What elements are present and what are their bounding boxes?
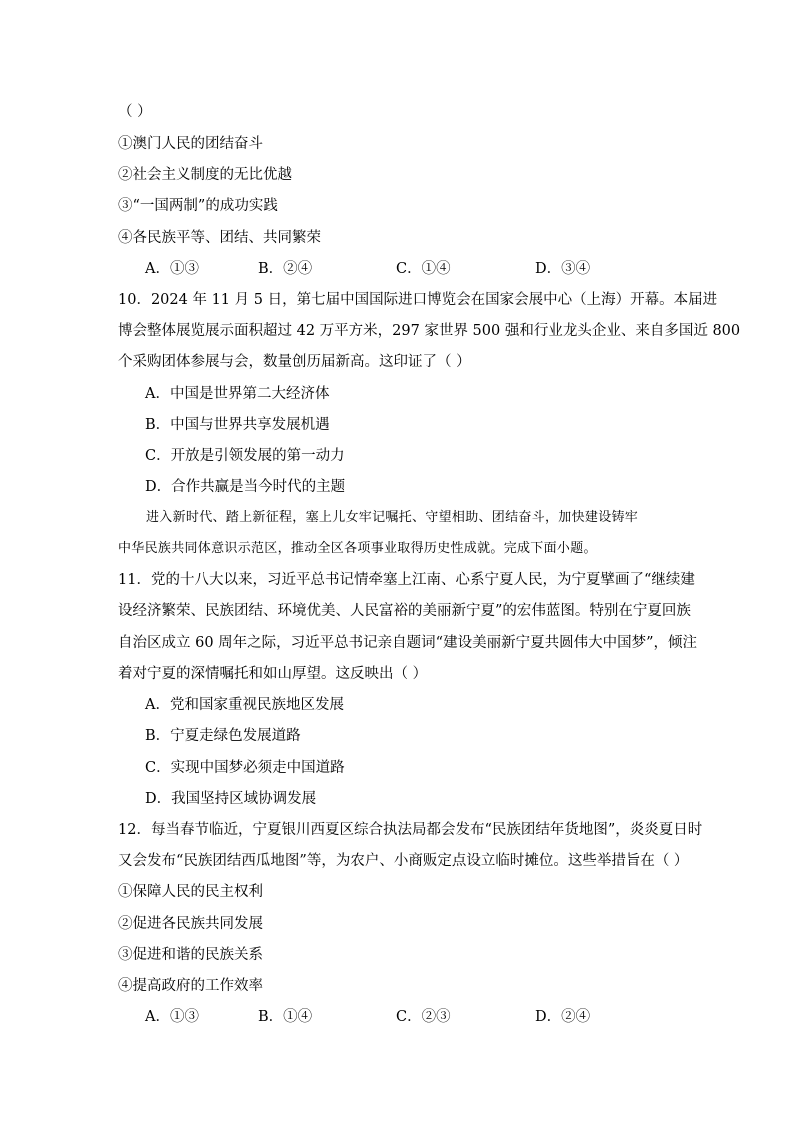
q12-stem-line-1: 12．每当春节临近，宁夏银川西夏区综合执法局都会发布“民族团结年货地图”，炎炎夏日时 bbox=[118, 822, 703, 838]
q9-item-1: ①澳门人民的团结奋斗 bbox=[118, 136, 263, 152]
q9-item-3: ③“一国两制”的成功实践 bbox=[118, 198, 278, 214]
q10-stem-line-2: 博会整体展览展示面积超过 42 万平方米，297 家世界 500 强和行业龙头企业、来自多国近 800 bbox=[118, 323, 741, 339]
q11-option-c: C．实现中国梦必须走中国道路 bbox=[145, 760, 345, 776]
q12-option-c: C．②③ bbox=[396, 1009, 451, 1025]
q11-stem-line-2: 设经济繁荣、民族团结、环境优美、人民富裕的美丽新宁夏”的宏伟蓝图。特别在宁夏回族 bbox=[118, 603, 691, 619]
q9-item-4: ④各民族平等、团结、共同繁荣 bbox=[118, 230, 321, 246]
q11-option-a: A．党和国家重视民族地区发展 bbox=[145, 697, 344, 713]
q11-stem-line-3: 自治区成立 60 周年之际，习近平总书记亲自题词“建设美丽新宁夏共圆伟大中国梦”，倾注 bbox=[118, 635, 697, 651]
q10-option-c: C．开放是引领发展的第一动力 bbox=[145, 448, 345, 464]
q12-option-a: A．①③ bbox=[145, 1009, 199, 1025]
q12-item-1: ①保障人民的民主权利 bbox=[118, 884, 263, 900]
q11-option-d: D．我国坚持区域协调发展 bbox=[145, 791, 317, 807]
q9-option-c: C．①④ bbox=[396, 261, 451, 277]
q12-item-4: ④提高政府的工作效率 bbox=[118, 978, 263, 994]
q12-option-d: D．②④ bbox=[535, 1009, 591, 1025]
q9-item-2: ②社会主义制度的无比优越 bbox=[118, 167, 292, 183]
q12-option-b: B．①④ bbox=[258, 1009, 313, 1025]
passage-line-1: 进入新时代、踏上新征程，塞上儿女牢记嘱托、守望相助、团结奋斗，加快建设铸牢 bbox=[146, 510, 639, 525]
q10-option-a: A．中国是世界第二大经济体 bbox=[145, 386, 330, 402]
q11-stem-line-4: 着对宁夏的深情嘱托和如山厚望。这反映出（ ） bbox=[118, 666, 428, 682]
q12-item-3: ③促进和谐的民族关系 bbox=[118, 947, 263, 963]
q9-option-d: D．③④ bbox=[535, 261, 591, 277]
q12-stem-line-2: 又会发布“民族团结西瓜地图”等，为农户、小商贩定点设立临时摊位。这些举措旨在（ ） bbox=[118, 853, 689, 869]
q11-stem-line-1: 11．党的十八大以来，习近平总书记情牵塞上江南、心系宁夏人民，为宁夏擘画了“继续建 bbox=[118, 572, 695, 588]
q9-option-b: B．②④ bbox=[258, 261, 313, 277]
q9-option-a: A．①③ bbox=[145, 261, 199, 277]
q9-paren: （ ） bbox=[118, 104, 152, 120]
q10-stem-line-3: 个采购团体参展与会，数量创历届新高。这印证了（ ） bbox=[118, 354, 471, 370]
passage-line-2: 中华民族共同体意识示范区，推动全区各项事业取得历史性成就。完成下面小题。 bbox=[118, 541, 597, 556]
q12-item-2: ②促进各民族共同发展 bbox=[118, 916, 263, 932]
q11-option-b: B．宁夏走绿色发展道路 bbox=[145, 728, 301, 744]
q10-stem-line-1: 10．2024 年 11 月 5 日，第七届中国国际进口博览会在国家会展中心（上海）开幕。本届进 bbox=[118, 292, 718, 308]
q10-option-b: B．中国与世界共享发展机遇 bbox=[145, 417, 330, 433]
q10-option-d: D．合作共赢是当今时代的主题 bbox=[145, 479, 346, 495]
